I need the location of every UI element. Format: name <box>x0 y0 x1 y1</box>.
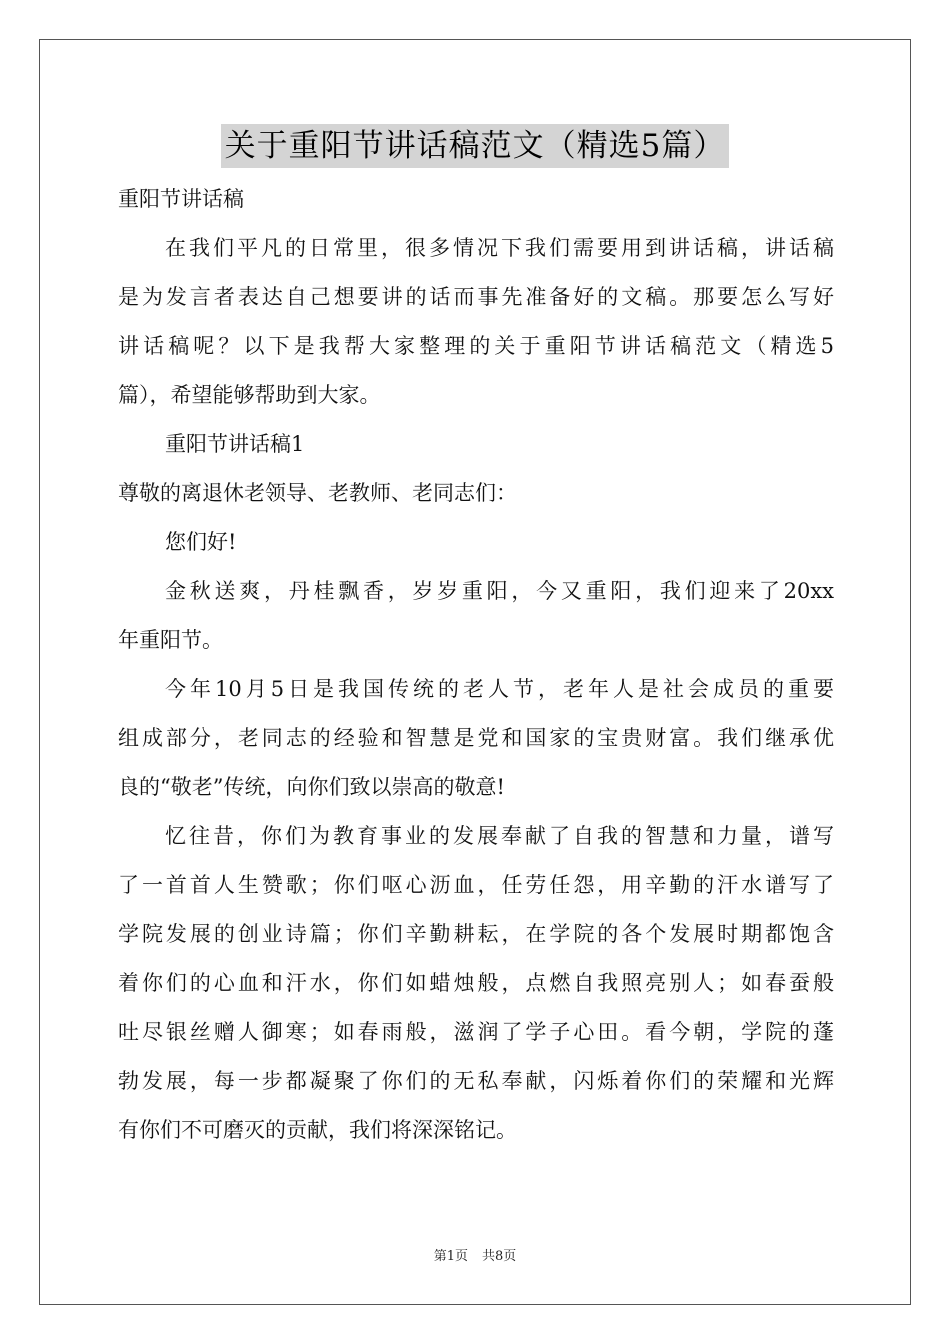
paragraph-line: 今年10月5日是我国传统的老人节，老年人是社会成员的重要 <box>165 677 834 701</box>
paragraph-line: 是为发言者表达自己想要讲的话而事先准备好的文稿。那要怎么写好 <box>118 285 834 309</box>
paragraph-line: 了一首首人生赞歌；你们呕心沥血，任劳任怨，用辛勤的汗水谱写了 <box>118 873 834 897</box>
paragraph-line: 着你们的心血和汗水，你们如蜡烛般，点燃自我照亮别人；如春蚕般 <box>118 971 834 995</box>
paragraph-line: 组成部分，老同志的经验和智慧是党和国家的宝贵财富。我们继承优 <box>118 726 834 750</box>
document-body <box>118 175 834 1155</box>
paragraph-line: 在我们平凡的日常里，很多情况下我们需要用到讲话稿，讲话稿 <box>165 236 834 260</box>
paragraph-line: 篇），希望能够帮助到大家。 <box>118 383 381 407</box>
paragraph-line: 学院发展的创业诗篇；你们辛勤耕耘，在学院的各个发展时期都饱含 <box>118 922 834 946</box>
paragraph-line: 良的“敬老”传统，向你们致以崇高的敬意! <box>118 775 505 799</box>
paragraph-line: 讲话稿呢？以下是我帮大家整理的关于重阳节讲话稿范文（精选5 <box>118 334 834 358</box>
paragraph-line: 忆往昔，你们为教育事业的发展奉献了自我的智慧和力量，谱写 <box>165 824 834 848</box>
speech-heading: 重阳节讲话稿1 <box>165 432 305 456</box>
paragraph-line: 金秋送爽，丹桂飘香，岁岁重阳，今又重阳，我们迎来了20xx <box>165 579 834 603</box>
paragraph-line: 吐尽银丝赠人御寒；如春雨般，滋润了学子心田。看今朝，学院的蓬 <box>118 1020 834 1044</box>
title-container <box>0 124 950 168</box>
salutation: 尊敬的离退休老领导、老教师、老同志们： <box>118 481 517 505</box>
page-total: 共8页 <box>482 1249 517 1264</box>
greeting: 您们好! <box>165 530 237 554</box>
paragraph-line: 年重阳节。 <box>118 628 223 652</box>
paragraph-line: 勃发展，每一步都凝聚了你们的无私奉献，闪烁着你们的荣耀和光辉 <box>118 1069 834 1093</box>
page-number: 第1页 <box>433 1249 468 1264</box>
section-heading: 重阳节讲话稿 <box>118 187 244 211</box>
document-title: 关于重阳节讲话稿范文（精选5篇） <box>221 124 730 168</box>
paragraph-line: 有你们不可磨灭的贡献，我们将深深铭记。 <box>118 1118 517 1142</box>
page-footer <box>0 1248 950 1266</box>
